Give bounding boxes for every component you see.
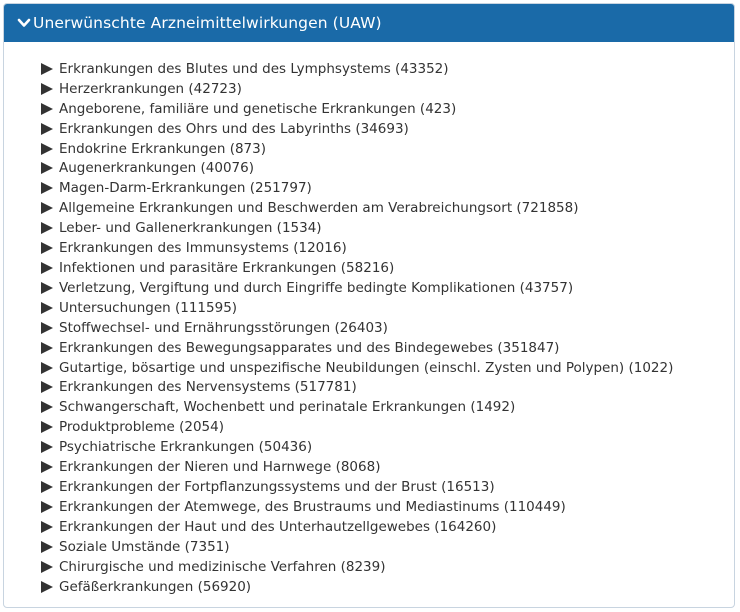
list-item[interactable] <box>41 178 673 198</box>
list-item[interactable] <box>41 397 673 417</box>
triangle-right-icon <box>41 202 53 214</box>
triangle-right-icon <box>41 581 53 593</box>
triangle-right-icon <box>41 83 53 95</box>
list-item-label: Schwangerschaft, Wochenbett und perinatale Erkrankungen (1492) <box>59 399 516 416</box>
list-item[interactable] <box>41 258 673 278</box>
list-item[interactable] <box>41 298 673 318</box>
triangle-right-icon <box>41 222 53 234</box>
list-item-label: Gutartige, bösartige und unspezifische Neubildungen (einschl. Zysten und Polypen) (1022) <box>59 359 674 376</box>
list-item[interactable] <box>41 238 673 258</box>
triangle-right-icon <box>41 381 53 393</box>
list-item[interactable] <box>41 59 673 79</box>
list-item-label: Allgemeine Erkrankungen und Beschwerden am Verabreichungsort (721858) <box>59 200 579 217</box>
triangle-right-icon <box>41 282 53 294</box>
list-item[interactable] <box>41 517 673 537</box>
list-item[interactable] <box>41 457 673 477</box>
list-item-label: Erkrankungen der Haut und des Unterhautzellgewebes (164260) <box>59 518 497 535</box>
list-item-label: Erkrankungen der Atemwege, des Brustraums und Mediastinums (110449) <box>59 498 566 515</box>
list-item-label: Endokrine Erkrankungen (873) <box>59 140 267 157</box>
list-item-label: Angeborene, familiäre und genetische Erkrankungen (423) <box>59 100 457 117</box>
list-item[interactable] <box>41 278 673 298</box>
list-item-label: Erkrankungen des Nervensystems (517781) <box>59 379 357 396</box>
category-list <box>41 59 673 596</box>
triangle-right-icon <box>41 461 53 473</box>
triangle-right-icon <box>41 242 53 254</box>
list-item-label: Gefäßerkrankungen (56920) <box>59 578 252 595</box>
list-item[interactable] <box>41 358 673 378</box>
list-item-label: Erkrankungen des Bewegungsapparates und des Bindegewebes (351847) <box>59 339 560 356</box>
triangle-right-icon <box>41 63 53 75</box>
panel-title: Unerwünschte Arzneimittelwirkungen (UAW) <box>33 14 382 32</box>
triangle-right-icon <box>41 322 53 334</box>
list-item[interactable] <box>41 378 673 398</box>
list-item-label: Erkrankungen des Ohrs und des Labyrinths (34693) <box>59 120 409 137</box>
triangle-right-icon <box>41 481 53 493</box>
list-item-label: Produktprobleme (2054) <box>59 419 224 436</box>
list-item[interactable] <box>41 577 673 597</box>
list-item-label: Herzerkrankungen (42723) <box>59 80 242 97</box>
list-item[interactable] <box>41 119 673 139</box>
list-item-label: Erkrankungen der Nieren und Harnwege (8068) <box>59 459 381 476</box>
uaw-panel <box>3 3 735 608</box>
triangle-right-icon <box>41 561 53 573</box>
list-item-label: Psychiatrische Erkrankungen (50436) <box>59 439 313 456</box>
list-item-label: Infektionen und parasitäre Erkrankungen (58216) <box>59 260 395 277</box>
list-item-label: Untersuchungen (111595) <box>59 299 238 316</box>
list-item-label: Chirurgische und medizinische Verfahren (8239) <box>59 558 386 575</box>
chevron-down-icon <box>17 16 31 30</box>
triangle-right-icon <box>41 123 53 135</box>
triangle-right-icon <box>41 302 53 314</box>
triangle-right-icon <box>41 143 53 155</box>
triangle-right-icon <box>41 421 53 433</box>
list-item-label: Augenerkrankungen (40076) <box>59 160 254 177</box>
triangle-right-icon <box>41 162 53 174</box>
list-item[interactable] <box>41 557 673 577</box>
triangle-right-icon <box>41 441 53 453</box>
triangle-right-icon <box>41 401 53 413</box>
list-item[interactable] <box>41 437 673 457</box>
triangle-right-icon <box>41 103 53 115</box>
list-item[interactable] <box>41 159 673 179</box>
list-item-label: Soziale Umstände (7351) <box>59 538 230 555</box>
list-item-label: Erkrankungen des Immunsystems (12016) <box>59 240 347 257</box>
triangle-right-icon <box>41 262 53 274</box>
list-item-label: Magen-Darm-Erkrankungen (251797) <box>59 180 312 197</box>
list-item[interactable] <box>41 139 673 159</box>
list-item[interactable] <box>41 318 673 338</box>
list-item-label: Stoffwechsel- und Ernährungsstörungen (26403) <box>59 319 388 336</box>
triangle-right-icon <box>41 342 53 354</box>
panel-header-toggle[interactable] <box>4 4 734 42</box>
triangle-right-icon <box>41 541 53 553</box>
list-item-label: Leber- und Gallenerkrankungen (1534) <box>59 220 322 237</box>
list-item-label: Erkrankungen des Blutes und des Lymphsystems (43352) <box>59 60 449 77</box>
list-item[interactable] <box>41 537 673 557</box>
triangle-right-icon <box>41 182 53 194</box>
list-item[interactable] <box>41 417 673 437</box>
triangle-right-icon <box>41 501 53 513</box>
list-item[interactable] <box>41 99 673 119</box>
triangle-right-icon <box>41 362 53 374</box>
list-item[interactable] <box>41 477 673 497</box>
list-item[interactable] <box>41 198 673 218</box>
list-item-label: Erkrankungen der Fortpflanzungssystems und der Brust (16513) <box>59 478 495 495</box>
list-item-label: Verletzung, Vergiftung und durch Eingriffe bedingte Komplikationen (43757) <box>59 279 574 296</box>
triangle-right-icon <box>41 521 53 533</box>
list-item[interactable] <box>41 338 673 358</box>
list-item[interactable] <box>41 497 673 517</box>
list-item[interactable] <box>41 79 673 99</box>
list-item[interactable] <box>41 218 673 238</box>
